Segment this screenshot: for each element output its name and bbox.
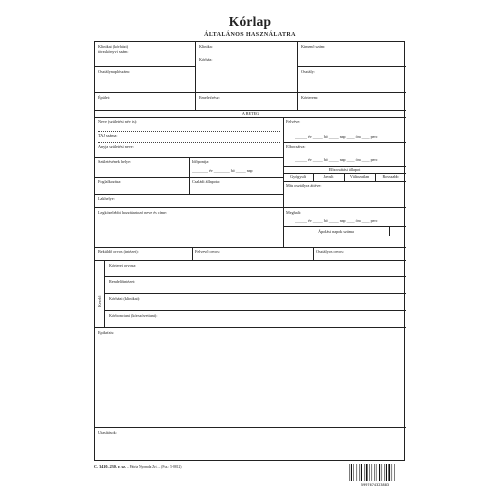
meghalt-units: ______ év _____ hó _____ nap ____ óra ____ perc bbox=[295, 218, 378, 223]
barcode-bar bbox=[379, 464, 380, 481]
allapot-option-gyogyult[interactable]: Gyógyult bbox=[290, 174, 306, 179]
mas-osztaly-label: Más osztályra áttéve: bbox=[286, 183, 322, 188]
barcode-bar bbox=[374, 464, 375, 481]
barcode-bar bbox=[357, 464, 358, 481]
lakhely-label: Lakhelye: bbox=[98, 196, 115, 201]
barcode-bar bbox=[394, 464, 395, 481]
anyja-label: Anyja születési neve: bbox=[98, 144, 134, 149]
barcode-bar bbox=[392, 464, 393, 481]
foglalkozas-label: Foglalkozása: bbox=[98, 179, 122, 184]
barcode-bar bbox=[359, 464, 360, 481]
elbocsatva-label: Elbocsátva: bbox=[286, 144, 306, 149]
klinika-label: Klinika: bbox=[199, 44, 213, 49]
nev-label: Neve (születési név is): bbox=[98, 119, 138, 124]
barcode-bar bbox=[376, 464, 377, 481]
form-frame bbox=[94, 41, 405, 461]
epulet-label: Épület: bbox=[98, 95, 111, 100]
page-title: Kórlap bbox=[228, 14, 272, 29]
page-subtitle: ÁLTALÁNOS HASZNÁLATRA bbox=[204, 32, 296, 38]
epikrizis-label: Epikrízis: bbox=[98, 330, 115, 335]
barcode-bar bbox=[382, 464, 383, 481]
barcode-bar bbox=[388, 464, 390, 481]
barcode-number: 5997674323883 bbox=[360, 483, 390, 487]
rendelointezet-label: Rendelőintézet: bbox=[109, 279, 136, 284]
klinikai-label-2: törzskönyvi szám: bbox=[98, 49, 129, 54]
barcode-bar bbox=[369, 464, 370, 481]
korbonctani-label: Kórbonctani (kórszövettani): bbox=[109, 313, 158, 318]
osztalyos-label: Osztályos orvos: bbox=[316, 249, 345, 254]
allapot-title: Elbocsátási állapot bbox=[328, 167, 361, 172]
kimeno-label: Kimenő szám: bbox=[301, 44, 326, 49]
allapot-option-javult[interactable]: Javult bbox=[323, 174, 334, 179]
kezelo-vertical-label: Kezelő bbox=[97, 295, 102, 307]
osztaly-label: Osztály: bbox=[301, 69, 315, 74]
meghalt-label: Meghalt: bbox=[286, 210, 302, 215]
barcode-bar bbox=[384, 464, 385, 481]
korhazi-label: Kórházi (klinikai): bbox=[109, 296, 141, 301]
idopontja-label: Időpontja: bbox=[192, 159, 210, 164]
bekuldo-label: Beküldő orvos (intézet): bbox=[98, 249, 139, 254]
footer-print-info: C. 3410–230. r. sz. – Pátria Nyomda Zrt. – (Fsz.: 5-8812) bbox=[94, 464, 182, 469]
hozzatartozo-label: Legközelebbi hozzátartozó neve és címe: bbox=[98, 210, 168, 215]
szuletesi-hely-label: Születésének helye: bbox=[98, 159, 132, 164]
apolasi-label: Ápolási napok száma bbox=[318, 229, 354, 234]
felvetve-units: ______ év _____ hó _____ nap ____ óra ____ perc bbox=[295, 134, 378, 139]
barcode-bar bbox=[372, 464, 373, 481]
klinikai-label-1: Klinikai (kórházi) bbox=[98, 44, 129, 49]
osztalynaplo-label: Osztálynaplószám: bbox=[98, 69, 130, 74]
barcode-bar bbox=[349, 464, 350, 481]
barcode-bar bbox=[366, 464, 368, 481]
elbocsatva-units: ______ év _____ hó _____ nap ____ óra ____ perc bbox=[295, 157, 378, 162]
barcode-bar bbox=[364, 464, 365, 481]
allapot-option-valtozatlan[interactable]: Változatlan bbox=[349, 174, 370, 179]
taj-label: TAJ száma: bbox=[98, 133, 118, 138]
allapot-option-rosszabb[interactable]: Rosszabb bbox=[382, 174, 399, 179]
section-beteg: A BETEG bbox=[241, 111, 260, 116]
barcode-bar bbox=[353, 464, 354, 481]
korterem-label: Kórterem: bbox=[301, 95, 319, 100]
csaladi-label: Családi állapota: bbox=[192, 179, 221, 184]
emelet-label: Emelet/rész: bbox=[199, 95, 220, 100]
form-sheet bbox=[80, 0, 420, 500]
barcode-bar bbox=[386, 464, 387, 481]
barcode bbox=[346, 463, 404, 487]
barcode-bar bbox=[351, 464, 352, 481]
utasitasok-label: Utasítások: bbox=[98, 430, 117, 435]
kezelo-orvosa-label: Kórterei orvosa: bbox=[109, 263, 137, 268]
felveto-label: Felvevő orvos: bbox=[195, 249, 221, 254]
korhaz-label: Kórház: bbox=[199, 57, 213, 62]
birth-date-units: ________ év ________ hó _____ nap bbox=[192, 168, 253, 173]
felvetve-label: Felvéve: bbox=[286, 119, 301, 124]
barcode-bar bbox=[361, 464, 362, 481]
